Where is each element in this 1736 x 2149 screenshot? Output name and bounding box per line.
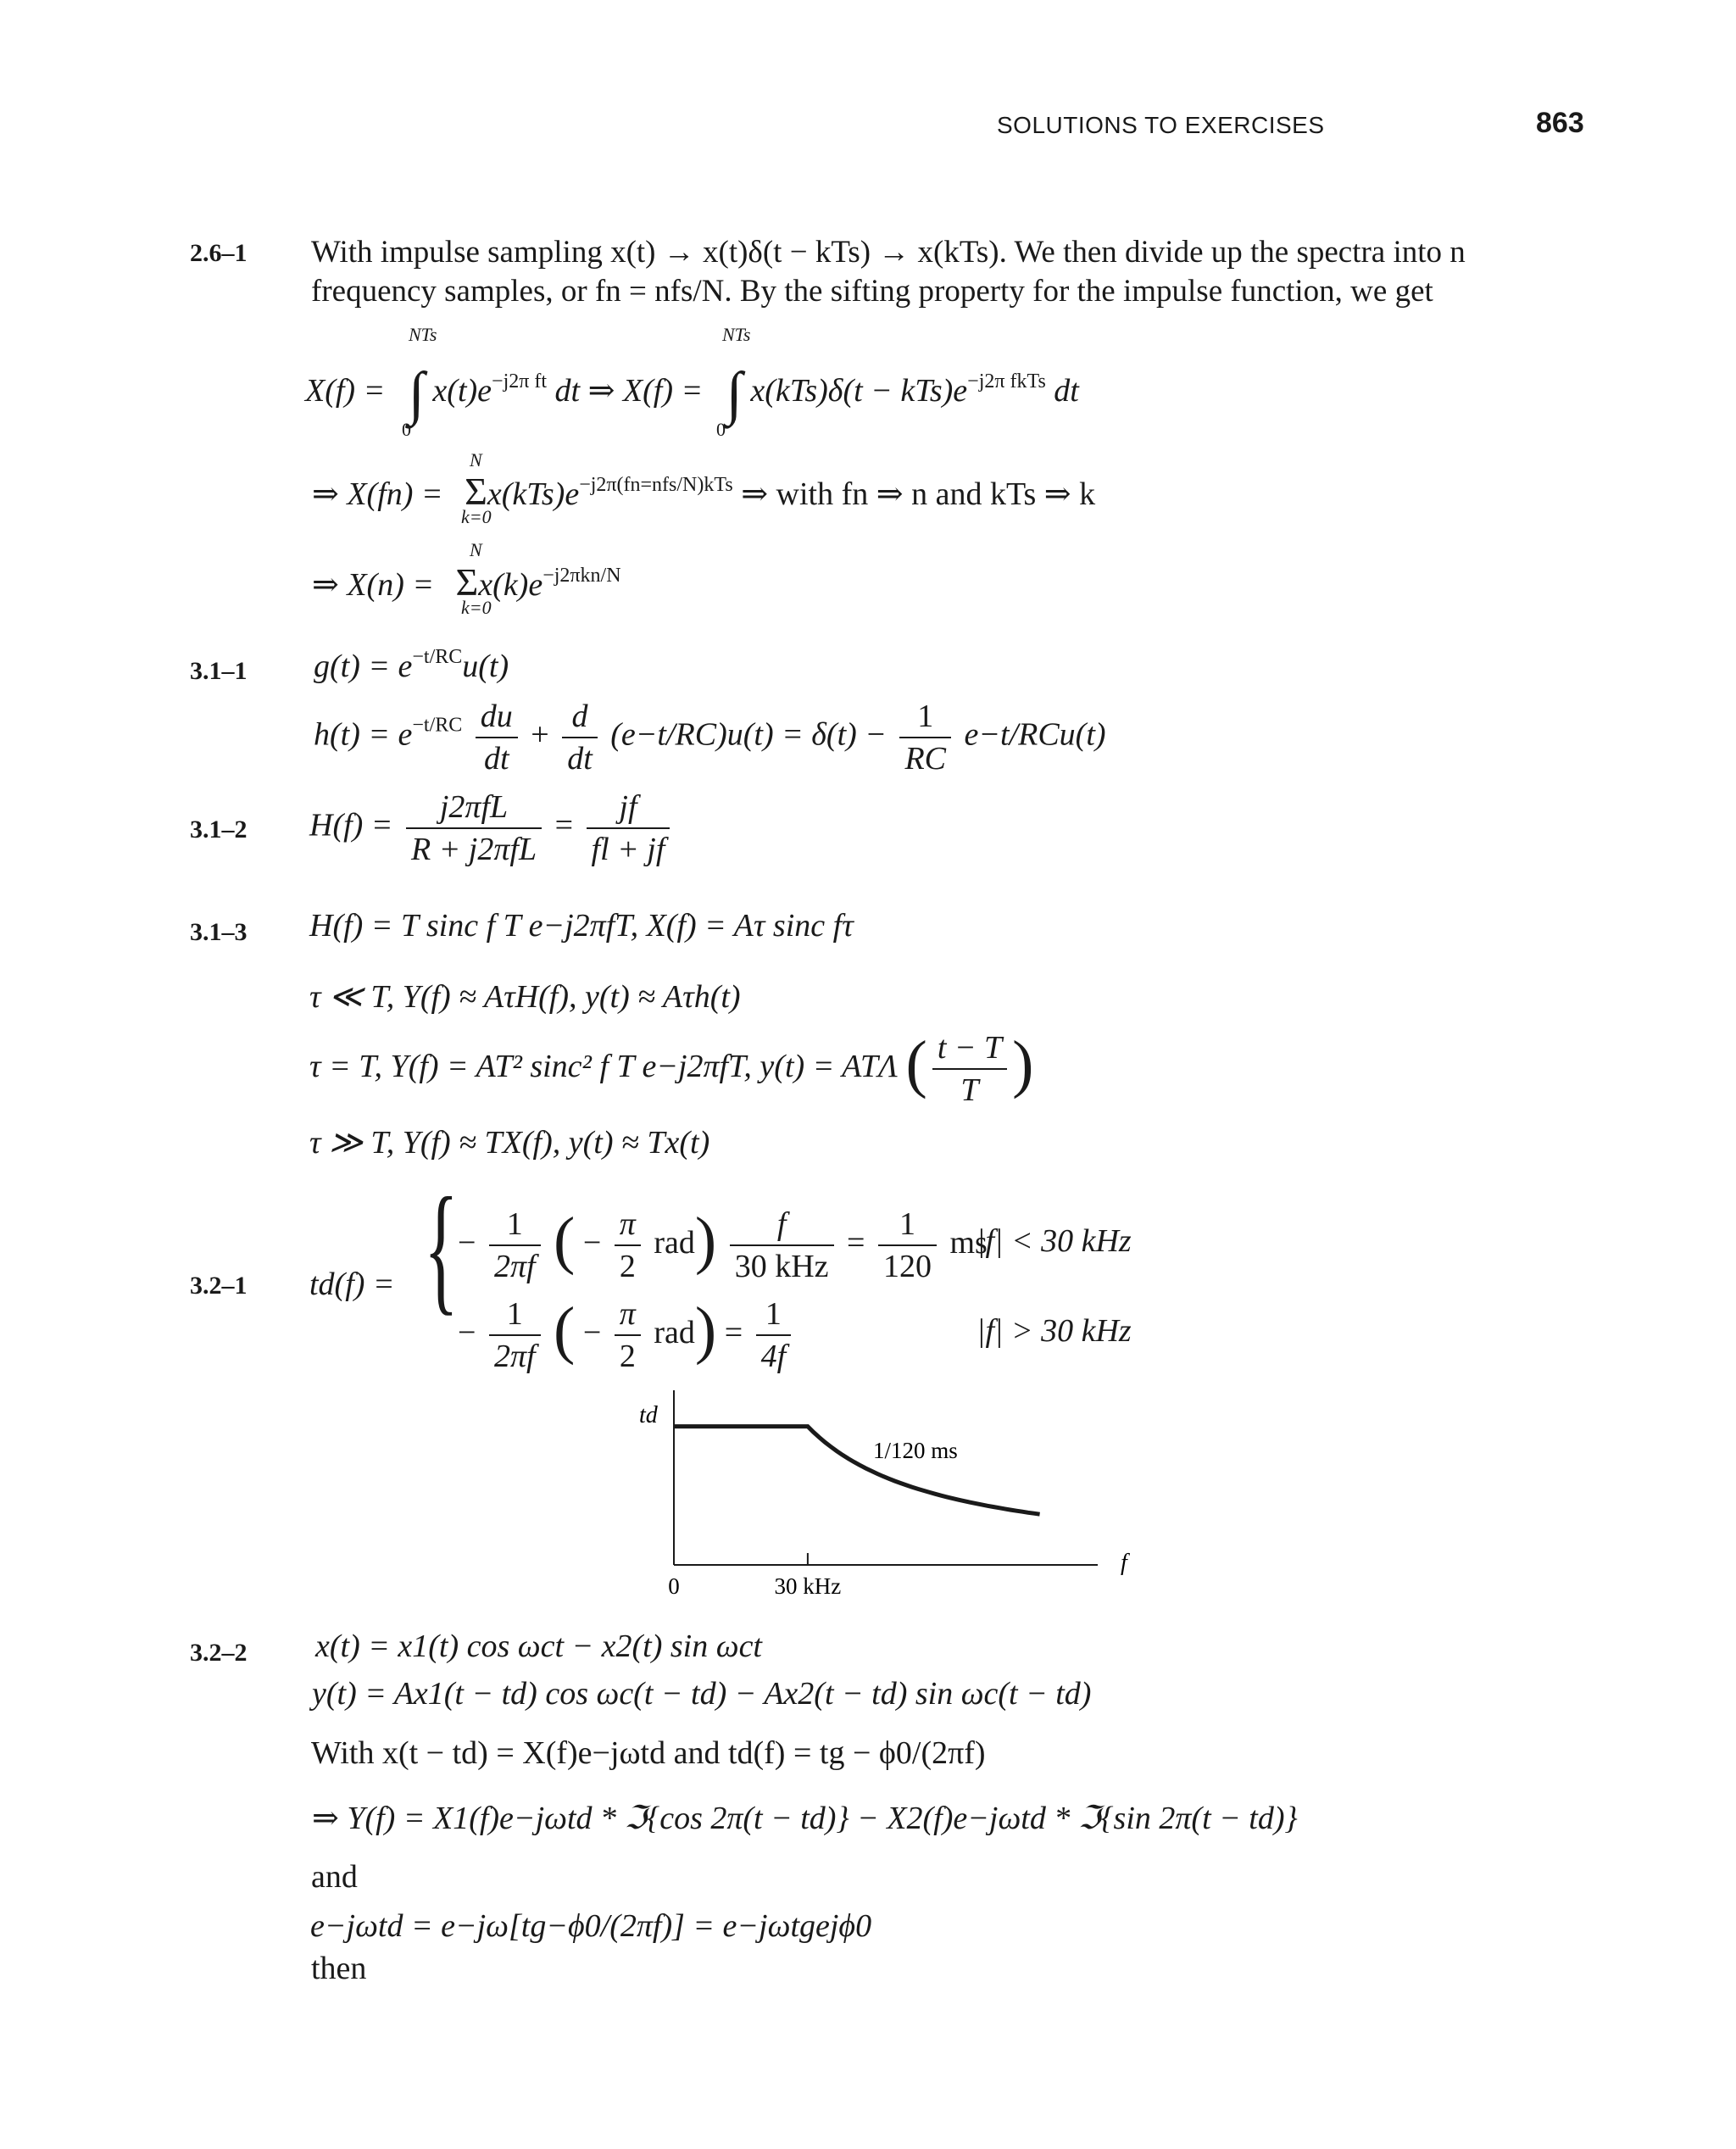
sum-lower-limit: k=0 <box>461 506 492 527</box>
eq-lhs: X(f) = <box>305 373 386 409</box>
integral-upper-limit: NTs <box>722 324 751 345</box>
left-paren: ( <box>905 1028 927 1100</box>
x-tick-label: 30 kHz <box>774 1573 842 1599</box>
eq-term: x(t) = x1(t) cos ωct − x2(t) sin ωct <box>315 1628 762 1664</box>
eq-exponent: −j2πkn/N <box>542 565 621 587</box>
eq-exponent: −t/RC <box>412 646 463 668</box>
x-ticks <box>668 1553 841 1599</box>
left-paren: ( <box>554 1294 576 1366</box>
denominator: 4f <box>760 1339 787 1375</box>
fraction <box>615 1295 641 1375</box>
td-curve <box>674 1427 1040 1515</box>
fraction <box>406 788 542 868</box>
exercise-number-3-1-2: 3.1–2 <box>190 816 248 843</box>
numerator: f <box>730 1205 834 1246</box>
condition-text: |f| < 30 kHz <box>976 1223 1132 1259</box>
numerator: π <box>615 1205 641 1246</box>
sum-upper-limit: N <box>470 449 482 470</box>
condition-text: |f| > 30 kHz <box>976 1313 1132 1349</box>
denominator: 30 kHz <box>734 1249 829 1285</box>
text-and <box>311 1858 358 1896</box>
equals-sign: = <box>554 807 574 843</box>
equals-sign: = <box>724 1315 743 1350</box>
eq-term: e−jωtd = e−jω[tg−ϕ0/(2πf)] = e−jωtgejϕ0 <box>310 1908 872 1944</box>
x-tick-label: 0 <box>668 1573 680 1599</box>
denominator: 120 <box>882 1249 932 1285</box>
exercise-number-3-1-3: 3.1–3 <box>190 918 248 946</box>
numerator: 1 <box>756 1295 792 1336</box>
equation-3-2-2-c <box>311 1734 986 1772</box>
right-paren: ) <box>694 1205 717 1276</box>
eq-term: then <box>311 1951 367 1986</box>
eq-lhs: td(f) = <box>309 1267 395 1302</box>
numerator: 1 <box>489 1295 541 1336</box>
unit-ms: ms <box>949 1225 988 1261</box>
condition-row1 <box>976 1222 1132 1260</box>
denominator: 2 <box>619 1339 636 1375</box>
numerator: 1 <box>878 1205 937 1246</box>
plus-sign: + <box>531 716 549 753</box>
equation-3-1-3-b <box>309 977 741 1016</box>
eq-term: dt <box>1054 373 1079 409</box>
integral-lower-limit: 0 <box>402 419 411 440</box>
integral-sign: ∫ <box>408 361 425 426</box>
eq-exponent: −j2π fkTs <box>967 370 1046 392</box>
denominator: RC <box>904 741 946 777</box>
equation-3-2-2-d <box>312 1799 1298 1837</box>
text-line: frequency samples, or fn = nfs/N. By the sifting property for the impulse function, we get <box>311 274 1433 309</box>
denominator: R + j2πfL <box>410 832 537 867</box>
eq-exponent: −j2π(fn=nfs/N)kTs <box>579 474 733 496</box>
integral-sign: ∫ <box>726 361 743 426</box>
fraction <box>489 1295 541 1375</box>
annotation-label: 1/120 ms <box>873 1438 958 1463</box>
eq-term: τ ≪ T, Y(f) ≈ AτH(f), y(t) ≈ Aτh(t) <box>309 979 741 1015</box>
fraction <box>878 1205 937 1285</box>
left-brace: { <box>424 1168 459 1328</box>
exercise-number-3-1-1: 3.1–1 <box>190 657 248 685</box>
equation-3-1-1-a <box>314 646 509 685</box>
eq-term: τ = T, Y(f) = AT² sinc² f T e−j2πfT, y(t) = ATΛ <box>309 1049 899 1084</box>
denominator: dt <box>483 741 509 777</box>
numerator: 1 <box>899 698 951 738</box>
denominator: 2 <box>619 1249 636 1285</box>
eq-term: x(t)e <box>432 373 492 409</box>
equation-3-2-2-e <box>310 1907 871 1945</box>
denominator: 2πf <box>493 1339 536 1375</box>
sum-lower-limit: k=0 <box>461 597 492 618</box>
numerator: jf <box>587 788 670 829</box>
equation-3-1-1-b <box>314 698 1106 777</box>
fraction <box>932 1029 1007 1109</box>
fraction <box>756 1295 792 1375</box>
minus-sign: − <box>582 1315 602 1350</box>
exercise-number-3-2-1: 3.2–1 <box>190 1272 248 1300</box>
equation-3-2-2-a <box>315 1628 762 1665</box>
eq-term: (e−t/RC)u(t) = δ(t) − <box>610 716 887 753</box>
eq-lhs: ⇒ X(n) = <box>312 567 435 603</box>
y-axis-label: td <box>639 1402 658 1428</box>
equation-3-1-3-d <box>309 1123 709 1161</box>
equation-2-6-1-b <box>312 469 1095 514</box>
denominator: dt <box>567 741 593 777</box>
fraction <box>899 698 951 777</box>
eq-term: y(t) = Ax1(t − td) cos ωc(t − td) − Ax2(t − td) sin ωc(t − td) <box>312 1676 1092 1712</box>
fraction <box>587 788 670 868</box>
eq-term: and <box>311 1859 358 1895</box>
unit-rad: rad <box>654 1315 695 1350</box>
equation-2-6-1-a <box>305 360 1079 428</box>
sum-upper-limit: N <box>470 539 482 560</box>
exercise-2-6-1-text <box>311 233 1583 311</box>
eq-term: x(k)e <box>478 567 543 603</box>
eq-term: h(t) = e <box>314 716 413 753</box>
numerator: t − T <box>932 1029 1007 1070</box>
td-vs-f-chart <box>627 1382 1153 1611</box>
page-number: 863 <box>1536 107 1584 139</box>
unit-rad: rad <box>654 1225 695 1261</box>
numerator: j2πfL <box>406 788 542 829</box>
eq-term: x(kTs)δ(t − kTs)e <box>750 373 968 409</box>
numerator: 1 <box>489 1205 541 1246</box>
fraction <box>562 698 598 777</box>
equation-3-1-3-a <box>309 907 854 944</box>
eq-term: dt ⇒ X(f) = <box>554 373 704 409</box>
integral-upper-limit: NTs <box>409 324 437 345</box>
equation-3-1-3-c <box>309 1027 1033 1109</box>
eq-term: e−t/RCu(t) <box>964 716 1106 753</box>
equation-3-1-2 <box>309 788 675 868</box>
integral-lower-limit: 0 <box>716 419 726 440</box>
equation-3-2-1-row2 <box>458 1294 796 1375</box>
running-header: SOLUTIONS TO EXERCISES <box>997 112 1325 138</box>
equals-sign: = <box>847 1225 865 1261</box>
eq-lhs: H(f) = <box>309 807 393 843</box>
text-line: With impulse sampling x(t) → x(t)δ(t − kTs) → x(kTs). We then divide up the spectra into n <box>311 235 1466 270</box>
right-paren: ) <box>694 1294 717 1366</box>
exercise-number-2-6-1: 2.6–1 <box>190 239 248 267</box>
equation-3-2-2-b <box>312 1675 1091 1712</box>
minus-sign: − <box>458 1225 476 1261</box>
right-paren: ) <box>1012 1028 1034 1100</box>
text-then <box>311 1950 366 1987</box>
fraction <box>615 1205 641 1285</box>
fraction <box>489 1205 541 1285</box>
exercise-number-3-2-2: 3.2–2 <box>190 1639 248 1667</box>
fraction <box>730 1205 834 1285</box>
eq-term: With x(t − td) = X(f)e−jωtd and td(f) = tg − ϕ0/(2πf) <box>311 1735 986 1771</box>
condition-row2 <box>976 1312 1132 1350</box>
denominator: fl + jf <box>591 832 665 867</box>
sum-sign: Σ <box>455 560 479 604</box>
fraction <box>476 698 518 777</box>
denominator: T <box>960 1072 979 1109</box>
minus-sign: − <box>458 1315 476 1350</box>
equation-3-2-1-lhs <box>309 1266 395 1303</box>
eq-term: τ ≫ T, Y(f) ≈ TX(f), y(t) ≈ Tx(t) <box>309 1125 710 1161</box>
numerator: du <box>476 698 518 738</box>
eq-term: u(t) <box>462 649 509 684</box>
eq-exponent: −t/RC <box>412 714 463 737</box>
eq-term: x(kTs)e <box>487 476 580 512</box>
x-axis-label: f <box>1121 1550 1127 1576</box>
eq-term: ⇒ Y(f) = X1(f)e−jωtd * ℑ{cos 2π(t − td)} − X2(f)e−jωtd * ℑ{sin 2π(t − td)} <box>312 1801 1298 1836</box>
eq-lhs: ⇒ X(fn) = <box>312 476 443 512</box>
equation-3-2-1-row1 <box>458 1204 988 1285</box>
numerator: π <box>615 1295 641 1336</box>
eq-exponent: −j2π ft <box>492 370 548 392</box>
minus-sign: − <box>582 1225 602 1261</box>
sum-sign: Σ <box>465 470 487 513</box>
denominator: 2πf <box>493 1249 536 1285</box>
left-paren: ( <box>554 1205 576 1276</box>
numerator: d <box>562 698 598 738</box>
eq-term: H(f) = T sinc f T e−j2πfT, X(f) = Aτ sinc fτ <box>309 908 854 944</box>
eq-term: ⇒ with fn ⇒ n and kTs ⇒ k <box>741 476 1096 512</box>
eq-term: g(t) = e <box>314 649 413 684</box>
